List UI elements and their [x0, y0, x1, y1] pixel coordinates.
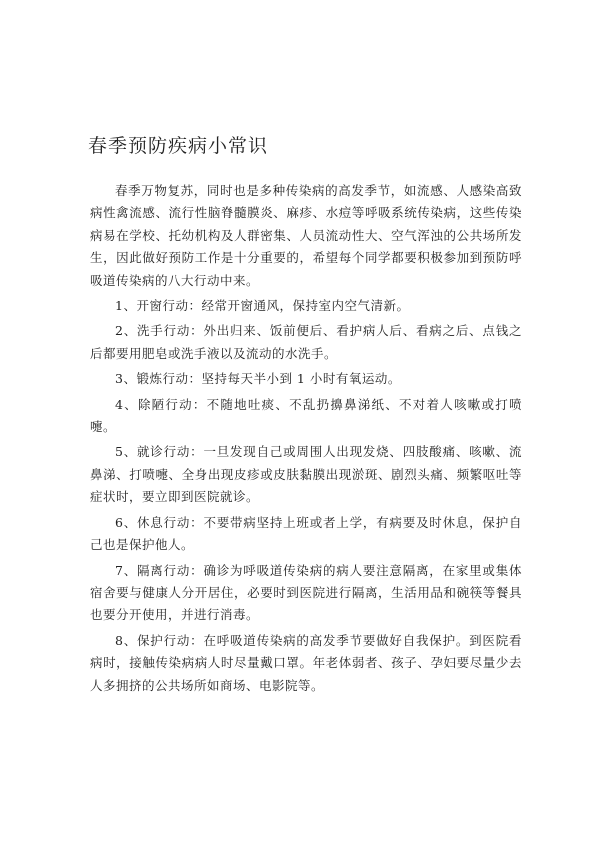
intro-paragraph: 春季万物复苏，同时也是多种传染病的高发季节，如流感、人感染高致病性禽流感、流行性脑脊髓膜炎、麻疹、水痘等呼吸系统传染病，这些传染病易在学校、托幼机构及人群密集、人员流动性大、空气浑浊的公共场所发生，因此做好预防工作是十分重要的，希望每个同学都要积极参加到预防呼吸道传染病的八大行动中来。: [90, 183, 522, 288]
action-item-isolation: 7、隔离行动：确诊为呼吸道传染病的病人要注意隔离，在家里或集体宿舍要与健康人分开居住，必要时到医院进行隔离，生活用品和碗筷等餐具也要分开使用，并进行消毒。: [90, 562, 522, 623]
action-item-medical-visit: 5、就诊行动：一旦发现自己或周围人出现发烧、四肢酸痛、咳嗽、流鼻涕、打喷嚏、全身出现皮疹或皮肤黏膜出现淤斑、剧烈头痛、频繁呕吐等症状时，要立即到医院就诊。: [90, 444, 522, 505]
action-item-ventilation: 1、开窗行动：经常开窗通风，保持室内空气清新。: [115, 298, 410, 314]
document-body: [90, 180, 522, 700]
document-title: 春季预防疾病小常识: [88, 135, 269, 157]
action-item-protection: 8、保护行动：在呼吸道传染病的高发季节要做好自我保护。到医院看病时，接触传染病病人时尽量戴口罩。年老体弱者、孩子、孕妇要尽量少去人多拥挤的公共场所如商场、电影院等。: [90, 632, 522, 693]
action-item-exercise: 3、锻炼行动：坚持每天半小到 1 小时有氧运动。: [115, 371, 401, 387]
action-item-hygiene: 4、除陋行动：不随地吐痰、不乱扔擤鼻涕纸、不对着人咳嗽或打喷嚏。: [90, 396, 522, 435]
action-item-handwashing: 2、洗手行动：外出归来、饭前便后、看护病人后、看病之后、点钱之后都要用肥皂或洗手液以及流动的水洗手。: [90, 323, 522, 361]
action-item-rest: 6、休息行动：不要带病坚持上班或者上学，有病要及时休息，保护自己也是保护他人。: [90, 514, 522, 553]
